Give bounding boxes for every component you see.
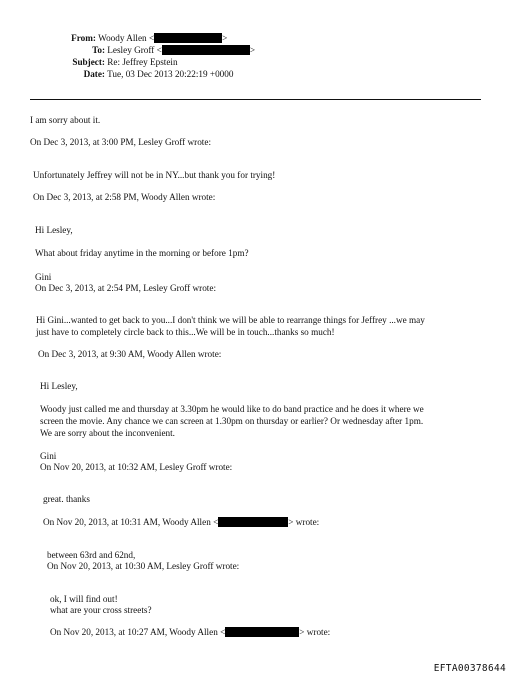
body-line: On Dec 3, 2013, at 9:30 AM, Woody Allen wrote: <box>38 349 222 359</box>
body-line <box>43 517 319 528</box>
body-line: great. thanks <box>43 494 90 504</box>
body-line: Unfortunately Jeffrey will not be in NY...but thank you for trying! <box>33 170 276 180</box>
body-line: I am sorry about it. <box>30 115 101 125</box>
from-label: From: <box>71 33 96 43</box>
reply-header-suffix: > wrote: <box>288 517 320 527</box>
reply-header-text: On Nov 20, 2013, at 10:31 AM, Woody Allen < <box>43 517 219 527</box>
body-line: screen the movie. Any chance we can screen at 1.30pm on thursday or earlier? Or wednesday after 1pm. <box>40 416 424 426</box>
redaction-box <box>225 627 299 637</box>
from-value: Woody Allen < <box>98 33 155 43</box>
reply-header-text: On Nov 20, 2013, at 10:27 AM, Woody Allen < <box>50 627 226 637</box>
header-subject <box>30 57 178 68</box>
body-line: On Dec 3, 2013, at 2:54 PM, Lesley Groff wrote: <box>35 283 216 293</box>
body-line: What about friday anytime in the morning or before 1pm? <box>35 248 249 258</box>
subject-value: Re: Jeffrey Epstein <box>107 57 178 67</box>
body-line: Hi Lesley, <box>35 225 73 235</box>
reply-header-suffix: > wrote: <box>299 627 331 637</box>
to-suffix: > <box>249 45 255 55</box>
header-divider <box>30 99 481 100</box>
body-line: On Nov 20, 2013, at 10:32 AM, Lesley Groff wrote: <box>40 462 233 472</box>
body-line: ok, I will find out! <box>50 594 118 604</box>
header-from <box>30 33 227 44</box>
redaction-box <box>162 45 250 55</box>
body-line <box>50 627 330 638</box>
body-line: We are sorry about the inconvenient. <box>40 428 175 438</box>
header-to <box>30 45 255 56</box>
redaction-box <box>218 517 288 527</box>
to-label: To: <box>92 45 105 55</box>
date-value: Tue, 03 Dec 2013 20:22:19 +0000 <box>107 69 234 79</box>
body-line: Hi Gini...wanted to get back to you...I don't think we will be able to rearrange things for Jeffrey ...we may <box>36 315 425 325</box>
from-suffix: > <box>222 33 228 43</box>
body-line: On Nov 20, 2013, at 10:30 AM, Lesley Groff wrote: <box>47 561 240 571</box>
body-line: Woody just called me and thursday at 3.30pm he would like to do band practice and he does it where we <box>40 404 424 414</box>
date-label: Date: <box>83 69 105 79</box>
body-line: Gini <box>40 451 57 461</box>
body-line: between 63rd and 62nd, <box>47 550 136 560</box>
header-date <box>30 69 233 80</box>
redaction-box <box>154 33 222 43</box>
body-line: just have to completely circle back to this...We will be in touch...thanks so much! <box>36 327 335 337</box>
body-line: Hi Lesley, <box>40 381 78 391</box>
body-line: Gini <box>35 272 52 282</box>
body-line: On Dec 3, 2013, at 3:00 PM, Lesley Groff wrote: <box>30 137 211 147</box>
to-value: Lesley Groff < <box>107 45 162 55</box>
subject-label: Subject: <box>72 57 105 67</box>
body-line: what are your cross streets? <box>50 605 152 615</box>
body-line: On Dec 3, 2013, at 2:58 PM, Woody Allen wrote: <box>33 192 216 202</box>
document-id: EFTA00378644 <box>433 663 506 674</box>
